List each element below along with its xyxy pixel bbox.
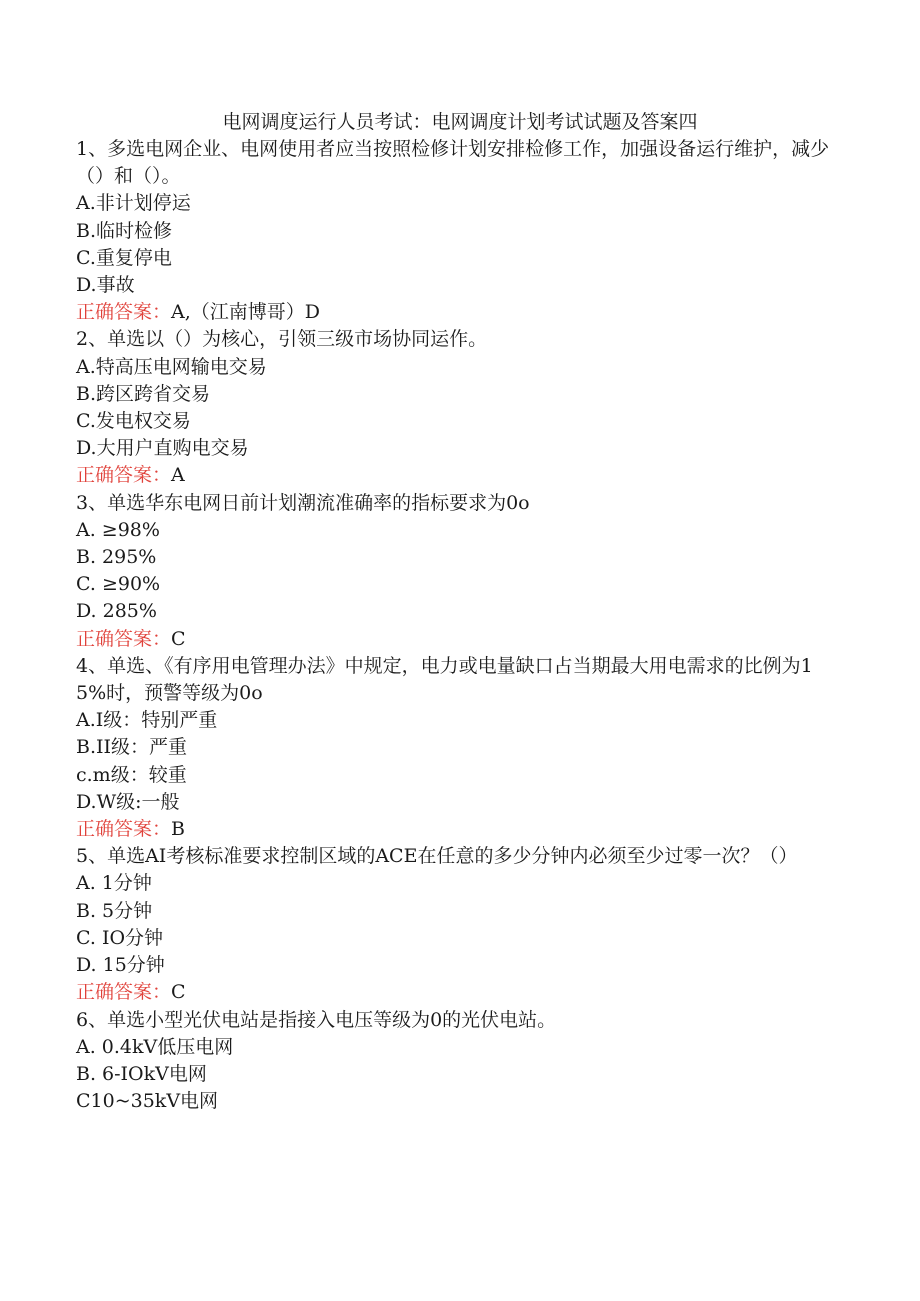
option-item: B. 5分钟 — [76, 899, 153, 922]
option-item: C10~35kV电网 — [76, 1090, 219, 1113]
option-item: A.I级：特别严重 — [76, 709, 218, 732]
option-item: c.m级：较重 — [76, 763, 187, 786]
answer-value: A — [171, 464, 185, 487]
option-item: B. 295% — [76, 546, 157, 569]
option-item: C.发电权交易 — [76, 410, 191, 433]
answer-label: 正确答案： — [76, 301, 172, 324]
correct-answer — [76, 462, 836, 489]
question-text: 5、单选AI考核标准要求控制区域的ACE在任意的多少分钟内必须至少过零一次？（） — [76, 845, 798, 868]
correct-answer — [76, 299, 836, 326]
question-text: 4、单选、《有序用电管理办法》中规定，电力或电量缺口占当期最大用电需求的比例为15%时，预警等级为0o — [76, 654, 813, 705]
option-item: D.事故 — [76, 274, 135, 297]
answer-label: 正确答案： — [76, 981, 172, 1004]
option-item: A. ≥98% — [76, 518, 160, 541]
option-item: B.跨区跨省交易 — [76, 382, 211, 405]
option-item: C.重复停电 — [76, 246, 172, 269]
question-text: 1、多选电网企业、电网使用者应当按照检修计划安排检修工作，加强设备运行维护，减少（）和（）。 — [76, 138, 830, 188]
option-item: D.W级:一般 — [76, 790, 180, 813]
answer-value: C — [171, 981, 186, 1004]
question-text: 3、单选华东电网日前计划潮流准确率的指标要求为0o — [76, 491, 530, 514]
question-text: 2、单选以（）为核心，引领三级市场协同运作。 — [76, 328, 488, 351]
option-item: B.临时检修 — [76, 219, 173, 242]
correct-answer — [76, 979, 836, 1006]
question-text: 6、单选小型光伏电站是指接入电压等级为0的光伏电站。 — [76, 1008, 557, 1031]
option-item: A.特高压电网输电交易 — [76, 355, 267, 378]
answer-value: B — [171, 818, 185, 841]
option-item: A.非计划停运 — [76, 192, 191, 215]
option-item: D.大用户直购电交易 — [76, 437, 249, 460]
answer-label: 正确答案： — [76, 627, 172, 650]
option-item: B. 6-IOkV电网 — [76, 1062, 207, 1085]
option-item: C. IO分钟 — [76, 926, 164, 949]
answer-label: 正确答案： — [76, 818, 172, 841]
option-item: A. 1分钟 — [76, 872, 152, 895]
document-title: 电网调度运行人员考试：电网调度计划考试试题及答案四 — [222, 111, 698, 133]
option-item: A. 0.4kV低压电网 — [76, 1035, 234, 1058]
question-list — [76, 136, 836, 1115]
option-item: B.II级：严重 — [76, 736, 188, 759]
correct-answer — [76, 626, 836, 653]
option-item: D. 285% — [76, 600, 157, 623]
answer-value: A,（江南博哥）D — [171, 301, 321, 324]
answer-label: 正确答案： — [76, 464, 172, 487]
correct-answer — [76, 816, 836, 843]
option-item: D. 15分钟 — [76, 954, 165, 977]
answer-value: C — [171, 627, 186, 650]
option-item: C. ≥90% — [76, 573, 161, 596]
